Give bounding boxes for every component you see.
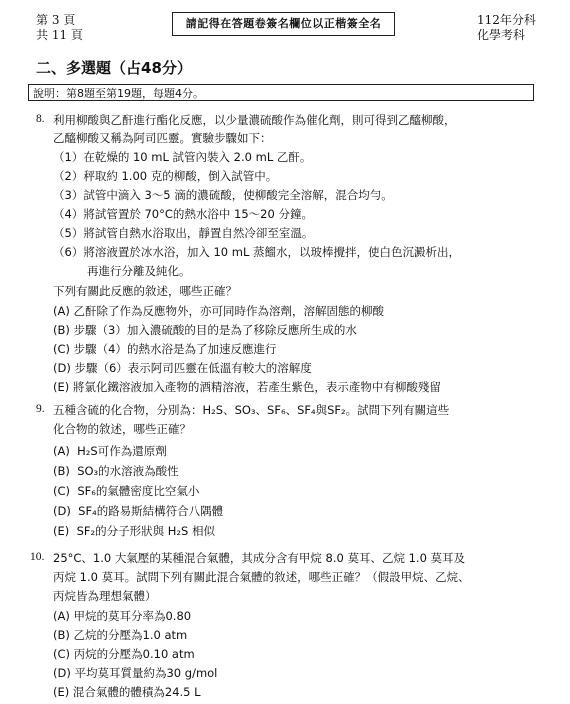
question-stem: 化合物的敘述，哪些正確？: [53, 422, 191, 436]
option-c[interactable]: (C) SF₆的氣體密度比空氣小: [53, 484, 200, 498]
option-e[interactable]: (E) 混合氣體的體積為24.5 L: [53, 685, 201, 699]
option-e[interactable]: (E) SF₂的分子形狀與 H₂S 相似: [53, 524, 215, 538]
question-number: 9.: [36, 403, 45, 415]
step-6: （6）將溶液置於冰水浴，加入 10 mL 蒸餾水，以玻棒攪拌，使白色沉澱析出，: [53, 245, 461, 259]
question-stem: 丙烷皆為理想氣體）: [53, 589, 157, 603]
question-number: 8.: [36, 113, 45, 125]
exam-year: 112年分科: [477, 13, 536, 27]
option-a[interactable]: (A) 乙酐除了作為反應物外，亦可同時作為溶劑，溶解固態的柳酸: [53, 304, 384, 318]
step-5: （5）將試管自熱水浴取出，靜置自然冷卻至室溫。: [53, 226, 314, 240]
section-note: 說明：第8題至第19題，每題4分。: [28, 84, 534, 101]
step-6-continued: 再進行分離及純化。: [87, 264, 191, 278]
option-d[interactable]: (D) 平均莫耳質量約為30 g/mol: [53, 666, 218, 680]
question-stem: 丙烷 1.0 莫耳。試問下列有關此混合氣體的敘述，哪些正確？（假設甲烷、乙烷、: [53, 570, 470, 584]
question-stem: 五種含硫的化合物，分別為：H₂S、SO₃、SF₆、SF₄與SF₂。試問下列有關這些: [53, 403, 450, 417]
exam-subject: 化學考科: [477, 28, 526, 42]
page-number: 第 3 頁: [36, 13, 76, 27]
option-c[interactable]: (C) 丙烷的分壓為0.10 atm: [53, 647, 195, 661]
section-title: 二、多選題（占48分）: [36, 59, 192, 77]
option-e[interactable]: (E) 將氯化鐵溶液加入產物的酒精溶液，若產生紫色，表示產物中有柳酸殘留: [53, 380, 441, 394]
total-pages: 共 11 頁: [36, 28, 83, 42]
question-prompt: 下列有關此反應的敘述，哪些正確？: [53, 284, 237, 298]
signature-notice: 請記得在答題卷簽名欄位以正楷簽全名: [172, 12, 395, 36]
question-number: 10.: [30, 551, 45, 563]
option-a[interactable]: (A) H₂S可作為還原劑: [53, 444, 167, 458]
option-c[interactable]: (C) 步驟（4）的熱水浴是為了加速反應進行: [53, 342, 277, 356]
question-stem: 利用柳酸與乙酐進行酯化反應，以少量濃硫酸作為催化劑，則可得到乙醯柳酸，: [53, 113, 456, 127]
question-stem: 25°C、1.0 大氣壓的某種混合氣體，其成分含有甲烷 8.0 莫耳、乙烷 1.0 莫耳及: [53, 551, 466, 565]
question-stem: 乙醯柳酸又稱為阿司匹靈。實驗步驟如下：: [53, 131, 272, 145]
option-d[interactable]: (D) SF₄的路易斯結構符合八隅體: [53, 504, 224, 518]
step-2: （2）秤取約 1.00 克的柳酸，倒入試管中。: [53, 169, 278, 183]
step-4: （4）將試管置於 70°C的熱水浴中 15～20 分鐘。: [53, 207, 313, 221]
option-b[interactable]: (B) SO₃的水溶液為酸性: [53, 464, 179, 478]
option-b[interactable]: (B) 乙烷的分壓為1.0 atm: [53, 628, 188, 642]
option-d[interactable]: (D) 步驟（6）表示阿司匹靈在低溫有較大的溶解度: [53, 361, 312, 375]
step-3: （3）試管中滴入 3～5 滴的濃硫酸，使柳酸完全溶解，混合均勻。: [53, 188, 393, 202]
option-a[interactable]: (A) 甲烷的莫耳分率為0.80: [53, 609, 192, 623]
compound-list: H₂S、SO₃、SF₆、SF₄與SF₂: [202, 403, 346, 417]
step-1: （1）在乾燥的 10 mL 試管內裝入 2.0 mL 乙酐。: [53, 150, 312, 164]
option-b[interactable]: (B) 步驟（3）加入濃硫酸的目的是為了移除反應所生成的水: [53, 323, 357, 337]
